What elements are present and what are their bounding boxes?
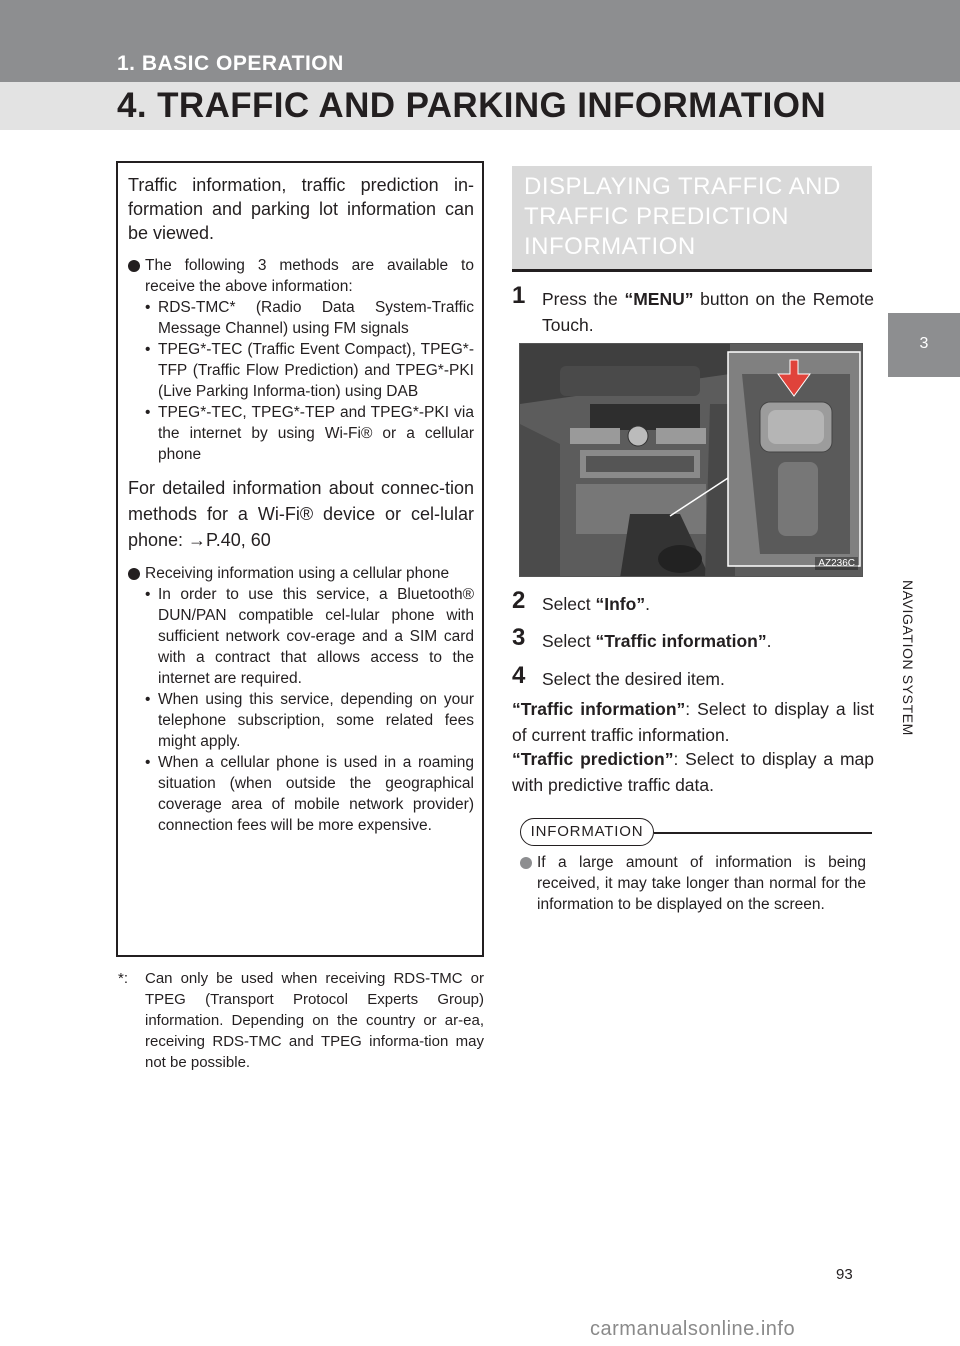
overview-box	[116, 161, 484, 957]
chapter-label: NAVIGATION SYSTEM	[900, 580, 916, 736]
option-traffic-information: “Traffic information”: Select to display a list of current traffic information.	[512, 699, 875, 745]
console-image	[520, 344, 863, 577]
list-marker: •	[145, 341, 151, 358]
list-marker: •	[145, 299, 151, 316]
information-label: INFORMATION	[520, 818, 654, 846]
list-item	[128, 584, 474, 689]
list-marker: •	[145, 691, 151, 708]
cellular-text: Receiving information using a cellular phone	[145, 565, 450, 582]
list-item	[128, 402, 474, 465]
step-text: Select “Info”.	[542, 594, 650, 614]
list-item-text: When using this service, depending on your telephone subscription, some related fees might apply.	[158, 691, 474, 750]
bullet-dot-icon	[128, 260, 140, 272]
list-marker: •	[145, 754, 151, 771]
page-title: 4. TRAFFIC AND PARKING INFORMATION	[117, 86, 827, 125]
list-item	[128, 339, 474, 402]
step-text: Select “Traffic information”.	[542, 631, 772, 651]
list-item	[128, 297, 474, 339]
overview-intro: Traffic information, traffic prediction in-formation and parking lot information can be viewed.	[128, 175, 474, 243]
step-3	[512, 624, 874, 654]
list-marker: •	[145, 404, 151, 421]
footnote-marker: *:	[118, 970, 129, 987]
information-note	[520, 852, 866, 915]
list-item-text: RDS-TMC* (Radio Data System-Traffic Message Channel) using FM signals	[158, 299, 474, 337]
step-text: Select the desired item.	[542, 669, 725, 689]
footnote-text: Can only be used when receiving RDS-TMC or TPEG (Transport Protocol Experts Group) information. Depending on the country or ar-ea, receiving RDS-TMC and TPEG informa-tion may not be possible.	[145, 970, 484, 1071]
option-traffic-prediction: “Traffic prediction”: Select to display a map with predictive traffic data.	[512, 749, 875, 795]
section-label: 1. BASIC OPERATION	[117, 52, 344, 75]
methods-bullet	[128, 255, 474, 297]
bullet-dot-icon	[520, 857, 532, 869]
step-number: 1	[512, 282, 526, 309]
chapter-tab[interactable]: 3	[888, 313, 960, 377]
information-rule	[654, 832, 872, 834]
page-header	[0, 0, 960, 130]
step-number: 4	[512, 662, 526, 689]
watermark: carmanualsonline.info	[590, 1318, 796, 1340]
footnote	[118, 968, 484, 1073]
list-item-text: In order to use this service, a Bluetooth® DUN/PAN compatible cel-lular phone with sufficient network cov-erage and a SIM card with a contract that allows access to the internet are required.	[158, 586, 474, 687]
list-item-text: TPEG*-TEC, TPEG*-TEP and TPEG*-PKI via the internet by using Wi-Fi® or a cellular phone	[158, 404, 474, 463]
list-item-text: When a cellular phone is used in a roaming situation (when outside the geographical coverage area of mobile network provider) connection fees will be more expensive.	[158, 754, 474, 834]
step-number: 3	[512, 624, 526, 651]
figure-code: AZ236C	[815, 557, 858, 570]
list-item	[128, 689, 474, 752]
list-marker: •	[145, 586, 151, 603]
step-4	[512, 662, 874, 692]
connection-note[interactable]: For detailed information about connec-tion methods for a Wi-Fi® device or cel-lular phone: →P.40, 60	[128, 478, 474, 550]
console-illustration	[519, 343, 863, 577]
step-2	[512, 587, 874, 617]
information-text: If a large amount of information is being received, it may take longer than normal for the information to be displayed on the screen.	[537, 854, 866, 913]
step-number: 2	[512, 587, 526, 614]
list-item	[128, 752, 474, 836]
methods-text: The following 3 methods are available to receive the above information:	[145, 257, 474, 295]
step-text: Press the “MENU” button on the Remote Touch.	[542, 289, 874, 335]
page-number: 93	[836, 1266, 853, 1283]
bullet-dot-icon	[128, 568, 140, 580]
section-heading: DISPLAYING TRAFFIC AND TRAFFIC PREDICTION INFORMATION	[512, 166, 872, 272]
cellular-bullet	[128, 563, 474, 584]
step-1	[512, 282, 874, 338]
list-item-text: TPEG*-TEC (Traffic Event Compact), TPEG*-TFP (Traffic Flow Prediction) and TPEG*-PKI (Live Parking Informa-tion) using DAB	[158, 341, 474, 400]
